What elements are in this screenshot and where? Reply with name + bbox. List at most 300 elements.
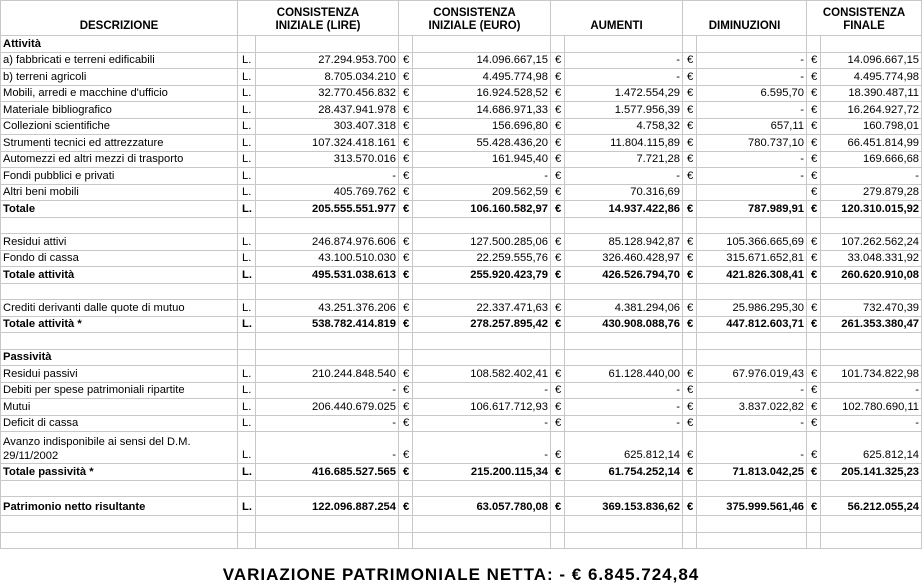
row-description — [1, 516, 238, 533]
cell-diminuzioni-value: - — [697, 415, 807, 432]
cell-euro-value: 215.200.115,34 — [413, 464, 551, 481]
cell-lire-currency: L. — [238, 69, 256, 86]
cell-lire-value: 206.440.679.025 — [256, 399, 399, 416]
header-descrizione: DESCRIZIONE — [1, 1, 238, 36]
cell-euro-value — [413, 36, 551, 53]
cell-euro-value: 255.920.423,79 — [413, 267, 551, 284]
cell-euro-value: 4.495.774,98 — [413, 69, 551, 86]
cell-finale-currency: € — [807, 399, 821, 416]
cell-euro-currency: € — [399, 52, 413, 69]
cell-aumenti-currency — [551, 36, 565, 53]
cell-euro-currency: € — [399, 267, 413, 284]
cell-lire-currency: L. — [238, 399, 256, 416]
row-description: b) terreni agricoli — [1, 69, 238, 86]
cell-aumenti-currency: € — [551, 201, 565, 218]
cell-euro-value: 14.686.971,33 — [413, 102, 551, 119]
cell-finale-value: - — [821, 382, 922, 399]
cell-diminuzioni-value: 3.837.022,82 — [697, 399, 807, 416]
cell-finale-value — [821, 333, 922, 350]
cell-euro-currency: € — [399, 85, 413, 102]
cell-diminuzioni-currency: € — [683, 69, 697, 86]
cell-diminuzioni-currency — [683, 532, 697, 549]
cell-aumenti-value: - — [565, 399, 683, 416]
cell-aumenti-value — [565, 532, 683, 549]
cell-diminuzioni-currency: € — [683, 168, 697, 185]
cell-lire-currency — [238, 217, 256, 234]
cell-euro-currency: € — [399, 497, 413, 516]
cell-finale-currency — [807, 217, 821, 234]
cell-finale-currency — [807, 333, 821, 350]
cell-finale-value: 260.620.910,08 — [821, 267, 922, 284]
cell-euro-currency — [399, 36, 413, 53]
cell-lire-currency: L. — [238, 201, 256, 218]
cell-euro-currency: € — [399, 69, 413, 86]
cell-diminuzioni-value — [697, 36, 807, 53]
row-description — [1, 480, 238, 497]
cell-lire-value: 43.251.376.206 — [256, 300, 399, 317]
cell-aumenti-value — [565, 283, 683, 300]
cell-finale-value: 4.495.774,98 — [821, 69, 922, 86]
cell-euro-currency: € — [399, 168, 413, 185]
cell-diminuzioni-value: 447.812.603,71 — [697, 316, 807, 333]
cell-euro-currency — [399, 217, 413, 234]
cell-aumenti-currency: € — [551, 151, 565, 168]
cell-finale-value: 160.798,01 — [821, 118, 922, 135]
cell-finale-currency: € — [807, 366, 821, 383]
cell-euro-value: - — [413, 415, 551, 432]
cell-diminuzioni-currency: € — [683, 250, 697, 267]
cell-aumenti-currency: € — [551, 184, 565, 201]
cell-diminuzioni-value: 375.999.561,46 — [697, 497, 807, 516]
cell-finale-currency — [807, 36, 821, 53]
table-row — [1, 366, 922, 383]
cell-aumenti-currency: € — [551, 168, 565, 185]
cell-diminuzioni-value: 421.826.308,41 — [697, 267, 807, 284]
cell-euro-currency — [399, 283, 413, 300]
cell-lire-currency: L. — [238, 168, 256, 185]
cell-diminuzioni-currency: € — [683, 135, 697, 152]
cell-diminuzioni-value — [697, 333, 807, 350]
cell-lire-value: - — [256, 432, 399, 464]
cell-euro-value: 22.259.555,76 — [413, 250, 551, 267]
row-description: Residui passivi — [1, 366, 238, 383]
cell-lire-currency — [238, 283, 256, 300]
table-row — [1, 234, 922, 251]
cell-euro-value: 156.696,80 — [413, 118, 551, 135]
blank-row — [1, 283, 922, 300]
cell-diminuzioni-currency: € — [683, 399, 697, 416]
cell-aumenti-value: 11.804.115,89 — [565, 135, 683, 152]
cell-lire-value: - — [256, 415, 399, 432]
cell-euro-currency: € — [399, 118, 413, 135]
cell-lire-currency: L. — [238, 52, 256, 69]
cell-aumenti-currency: € — [551, 102, 565, 119]
cell-aumenti-currency: € — [551, 135, 565, 152]
cell-euro-value — [413, 480, 551, 497]
header-aumenti: AUMENTI — [551, 1, 683, 36]
cell-aumenti-currency — [551, 516, 565, 533]
cell-finale-value — [821, 516, 922, 533]
table-row — [1, 464, 922, 481]
cell-aumenti-currency: € — [551, 399, 565, 416]
cell-finale-currency — [807, 480, 821, 497]
cell-euro-currency — [399, 532, 413, 549]
cell-aumenti-value — [565, 217, 683, 234]
cell-diminuzioni-value: - — [697, 432, 807, 464]
cell-aumenti-currency: € — [551, 497, 565, 516]
cell-aumenti-value: - — [565, 168, 683, 185]
table-body — [1, 36, 922, 549]
cell-diminuzioni-value: 787.989,91 — [697, 201, 807, 218]
cell-finale-value: 120.310.015,92 — [821, 201, 922, 218]
cell-lire-value: 538.782.414.819 — [256, 316, 399, 333]
cell-diminuzioni-value — [697, 283, 807, 300]
cell-finale-value: - — [821, 168, 922, 185]
cell-lire-currency: L. — [238, 135, 256, 152]
cell-diminuzioni-value — [697, 480, 807, 497]
cell-euro-value: 63.057.780,08 — [413, 497, 551, 516]
cell-aumenti-currency: € — [551, 69, 565, 86]
cell-euro-currency — [399, 349, 413, 366]
cell-euro-currency: € — [399, 102, 413, 119]
cell-lire-currency: L. — [238, 85, 256, 102]
table-row — [1, 432, 922, 464]
cell-finale-currency: € — [807, 168, 821, 185]
cell-finale-value: 732.470,39 — [821, 300, 922, 317]
row-description: Attività — [1, 36, 238, 53]
cell-finale-currency: € — [807, 415, 821, 432]
row-description: Deficit di cassa — [1, 415, 238, 432]
cell-aumenti-currency: € — [551, 118, 565, 135]
cell-diminuzioni-currency — [683, 283, 697, 300]
cell-finale-value: 16.264.927,72 — [821, 102, 922, 119]
cell-lire-value — [256, 283, 399, 300]
row-description: Automezzi ed altri mezzi di trasporto — [1, 151, 238, 168]
cell-euro-currency: € — [399, 234, 413, 251]
cell-lire-currency — [238, 36, 256, 53]
cell-finale-currency: € — [807, 432, 821, 464]
cell-lire-value: 8.705.034.210 — [256, 69, 399, 86]
cell-diminuzioni-currency: € — [683, 415, 697, 432]
cell-aumenti-currency: € — [551, 382, 565, 399]
cell-diminuzioni-value — [697, 349, 807, 366]
cell-diminuzioni-currency: € — [683, 118, 697, 135]
cell-aumenti-value: 61.754.252,14 — [565, 464, 683, 481]
table-row — [1, 497, 922, 516]
row-description: Strumenti tecnici ed attrezzature — [1, 135, 238, 152]
cell-finale-currency: € — [807, 102, 821, 119]
table-row — [1, 267, 922, 284]
cell-euro-value: 106.160.582,97 — [413, 201, 551, 218]
cell-aumenti-value — [565, 516, 683, 533]
cell-lire-value: - — [256, 382, 399, 399]
cell-diminuzioni-value: - — [697, 151, 807, 168]
row-description: Collezioni scientifiche — [1, 118, 238, 135]
cell-finale-value: 66.451.814,99 — [821, 135, 922, 152]
row-description: Fondi pubblici e privati — [1, 168, 238, 185]
cell-euro-currency: € — [399, 432, 413, 464]
row-description: Mutui — [1, 399, 238, 416]
cell-finale-value: - — [821, 415, 922, 432]
cell-diminuzioni-value: 780.737,10 — [697, 135, 807, 152]
cell-lire-currency: L. — [238, 102, 256, 119]
cell-diminuzioni-currency — [683, 217, 697, 234]
cell-euro-value: 22.337.471,63 — [413, 300, 551, 317]
cell-lire-currency: L. — [238, 151, 256, 168]
row-description — [1, 532, 238, 549]
cell-lire-currency: L. — [238, 316, 256, 333]
cell-finale-currency — [807, 516, 821, 533]
cell-finale-value: 33.048.331,92 — [821, 250, 922, 267]
blank-row — [1, 532, 922, 549]
cell-diminuzioni-currency: € — [683, 382, 697, 399]
cell-lire-currency: L. — [238, 267, 256, 284]
cell-lire-value: 32.770.456.832 — [256, 85, 399, 102]
cell-aumenti-value: 625.812,14 — [565, 432, 683, 464]
cell-lire-value: 27.294.953.700 — [256, 52, 399, 69]
table-row — [1, 85, 922, 102]
cell-finale-currency: € — [807, 151, 821, 168]
table-row — [1, 349, 922, 366]
row-description: Avanzo indisponibile ai sensi del D.M. 29/11/2002 — [1, 432, 238, 464]
cell-finale-currency: € — [807, 300, 821, 317]
cell-diminuzioni-value: 67.976.019,43 — [697, 366, 807, 383]
cell-euro-currency: € — [399, 135, 413, 152]
row-description: Totale attività * — [1, 316, 238, 333]
table-row — [1, 300, 922, 317]
cell-diminuzioni-currency: € — [683, 267, 697, 284]
cell-euro-value: 14.096.667,15 — [413, 52, 551, 69]
cell-euro-value — [413, 217, 551, 234]
cell-diminuzioni-currency: € — [683, 316, 697, 333]
cell-lire-value — [256, 480, 399, 497]
row-description: Totale — [1, 201, 238, 218]
cell-diminuzioni-currency: € — [683, 464, 697, 481]
cell-lire-value: 107.324.418.161 — [256, 135, 399, 152]
cell-finale-value: 102.780.690,11 — [821, 399, 922, 416]
cell-euro-currency: € — [399, 184, 413, 201]
cell-aumenti-currency — [551, 480, 565, 497]
cell-euro-value: - — [413, 168, 551, 185]
cell-lire-value — [256, 516, 399, 533]
cell-euro-value — [413, 283, 551, 300]
row-description: Altri beni mobili — [1, 184, 238, 201]
cell-lire-value: 303.407.318 — [256, 118, 399, 135]
table-row — [1, 382, 922, 399]
cell-finale-value — [821, 480, 922, 497]
cell-euro-currency — [399, 480, 413, 497]
cell-euro-currency: € — [399, 250, 413, 267]
table-row — [1, 168, 922, 185]
cell-aumenti-value: - — [565, 69, 683, 86]
cell-finale-currency: € — [807, 250, 821, 267]
cell-finale-currency — [807, 283, 821, 300]
cell-aumenti-value: - — [565, 382, 683, 399]
cell-lire-currency: L. — [238, 118, 256, 135]
cell-finale-value: 14.096.667,15 — [821, 52, 922, 69]
table-row — [1, 135, 922, 152]
cell-finale-value — [821, 283, 922, 300]
cell-aumenti-currency: € — [551, 432, 565, 464]
cell-aumenti-currency: € — [551, 267, 565, 284]
cell-diminuzioni-value — [697, 217, 807, 234]
header-diminuzioni: DIMINUZIONI — [683, 1, 807, 36]
row-description: Fondo di cassa — [1, 250, 238, 267]
cell-euro-value: 127.500.285,06 — [413, 234, 551, 251]
cell-finale-currency — [807, 532, 821, 549]
row-description — [1, 217, 238, 234]
blank-row — [1, 480, 922, 497]
cell-aumenti-value: 430.908.088,76 — [565, 316, 683, 333]
cell-lire-currency — [238, 516, 256, 533]
cell-aumenti-value: 4.758,32 — [565, 118, 683, 135]
row-description: Residui attivi — [1, 234, 238, 251]
cell-lire-currency — [238, 333, 256, 350]
cell-diminuzioni-currency — [683, 516, 697, 533]
cell-aumenti-currency — [551, 349, 565, 366]
cell-lire-value: 246.874.976.606 — [256, 234, 399, 251]
table-row — [1, 250, 922, 267]
cell-aumenti-value: 426.526.794,70 — [565, 267, 683, 284]
cell-lire-value: 43.100.510.030 — [256, 250, 399, 267]
cell-aumenti-value — [565, 349, 683, 366]
cell-euro-value: 106.617.712,93 — [413, 399, 551, 416]
cell-finale-value: 205.141.325,23 — [821, 464, 922, 481]
cell-finale-currency: € — [807, 118, 821, 135]
cell-lire-currency: L. — [238, 464, 256, 481]
cell-euro-value — [413, 532, 551, 549]
cell-diminuzioni-value — [697, 184, 807, 201]
cell-euro-currency — [399, 516, 413, 533]
cell-euro-value — [413, 349, 551, 366]
cell-diminuzioni-currency — [683, 480, 697, 497]
cell-euro-value: 16.924.528,52 — [413, 85, 551, 102]
cell-euro-currency: € — [399, 201, 413, 218]
cell-lire-currency: L. — [238, 250, 256, 267]
cell-aumenti-value — [565, 333, 683, 350]
cell-diminuzioni-currency: € — [683, 102, 697, 119]
cell-lire-value: 495.531.038.613 — [256, 267, 399, 284]
cell-diminuzioni-value: - — [697, 69, 807, 86]
row-description: Passività — [1, 349, 238, 366]
cell-finale-currency: € — [807, 85, 821, 102]
cell-euro-currency: € — [399, 399, 413, 416]
cell-finale-value: 56.212.055,24 — [821, 497, 922, 516]
cell-euro-currency: € — [399, 300, 413, 317]
cell-lire-value: 313.570.016 — [256, 151, 399, 168]
cell-aumenti-value: 7.721,28 — [565, 151, 683, 168]
cell-aumenti-currency: € — [551, 316, 565, 333]
row-description: Debiti per spese patrimoniali ripartite — [1, 382, 238, 399]
cell-diminuzioni-value: 71.813.042,25 — [697, 464, 807, 481]
row-description — [1, 283, 238, 300]
cell-lire-value — [256, 349, 399, 366]
cell-diminuzioni-currency: € — [683, 201, 697, 218]
cell-finale-currency: € — [807, 69, 821, 86]
cell-euro-value: 55.428.436,20 — [413, 135, 551, 152]
table-row — [1, 415, 922, 432]
cell-aumenti-currency — [551, 283, 565, 300]
table-row — [1, 201, 922, 218]
cell-euro-value: - — [413, 382, 551, 399]
table-row — [1, 151, 922, 168]
cell-aumenti-currency: € — [551, 52, 565, 69]
cell-lire-currency: L. — [238, 184, 256, 201]
cell-lire-value — [256, 532, 399, 549]
cell-finale-currency: € — [807, 234, 821, 251]
cell-finale-value: 101.734.822,98 — [821, 366, 922, 383]
variazione-netta: VARIAZIONE PATRIMONIALE NETTA: - € 6.845.724,84 — [222, 565, 700, 584]
table-row — [1, 184, 922, 201]
cell-finale-currency: € — [807, 52, 821, 69]
cell-aumenti-currency: € — [551, 300, 565, 317]
cell-lire-currency — [238, 532, 256, 549]
cell-aumenti-value: 326.460.428,97 — [565, 250, 683, 267]
cell-diminuzioni-value: 657,11 — [697, 118, 807, 135]
table-row — [1, 316, 922, 333]
cell-lire-currency: L. — [238, 382, 256, 399]
blank-row — [1, 516, 922, 533]
cell-diminuzioni-value: - — [697, 168, 807, 185]
cell-diminuzioni-value: 25.986.295,30 — [697, 300, 807, 317]
cell-lire-currency: L. — [238, 234, 256, 251]
table-row — [1, 52, 922, 69]
cell-aumenti-currency — [551, 333, 565, 350]
table-row — [1, 118, 922, 135]
cell-lire-value: 210.244.848.540 — [256, 366, 399, 383]
cell-diminuzioni-currency — [683, 349, 697, 366]
cell-diminuzioni-value: - — [697, 52, 807, 69]
row-description: Materiale bibliografico — [1, 102, 238, 119]
cell-finale-value — [821, 349, 922, 366]
cell-diminuzioni-currency — [683, 36, 697, 53]
cell-diminuzioni-currency: € — [683, 85, 697, 102]
cell-aumenti-value: 369.153.836,62 — [565, 497, 683, 516]
cell-aumenti-currency — [551, 532, 565, 549]
header-finale: CONSISTENZA FINALE — [807, 1, 922, 36]
header-iniziale-lire: CONSISTENZA INIZIALE (LIRE) — [238, 1, 399, 36]
cell-finale-value: 169.666,68 — [821, 151, 922, 168]
cell-aumenti-value: 1.472.554,29 — [565, 85, 683, 102]
cell-euro-currency: € — [399, 464, 413, 481]
cell-diminuzioni-value: 6.595,70 — [697, 85, 807, 102]
row-description — [1, 333, 238, 350]
cell-lire-currency: L. — [238, 300, 256, 317]
cell-euro-value: 108.582.402,41 — [413, 366, 551, 383]
cell-finale-value: 279.879,28 — [821, 184, 922, 201]
row-description: Patrimonio netto risultante — [1, 497, 238, 516]
cell-diminuzioni-value — [697, 516, 807, 533]
cell-diminuzioni-currency: € — [683, 52, 697, 69]
cell-euro-currency: € — [399, 366, 413, 383]
cell-euro-currency: € — [399, 316, 413, 333]
cell-finale-currency: € — [807, 267, 821, 284]
cell-finale-currency: € — [807, 201, 821, 218]
cell-diminuzioni-currency: € — [683, 234, 697, 251]
blank-row — [1, 217, 922, 234]
cell-lire-currency — [238, 480, 256, 497]
cell-diminuzioni-currency: € — [683, 151, 697, 168]
cell-aumenti-currency: € — [551, 415, 565, 432]
row-description: Totale passività * — [1, 464, 238, 481]
row-description: Totale attività — [1, 267, 238, 284]
cell-aumenti-currency: € — [551, 85, 565, 102]
cell-diminuzioni-value: 315.671.652,81 — [697, 250, 807, 267]
cell-aumenti-currency — [551, 217, 565, 234]
header-row — [1, 1, 922, 36]
cell-lire-value: 416.685.527.565 — [256, 464, 399, 481]
cell-finale-value: 18.390.487,11 — [821, 85, 922, 102]
